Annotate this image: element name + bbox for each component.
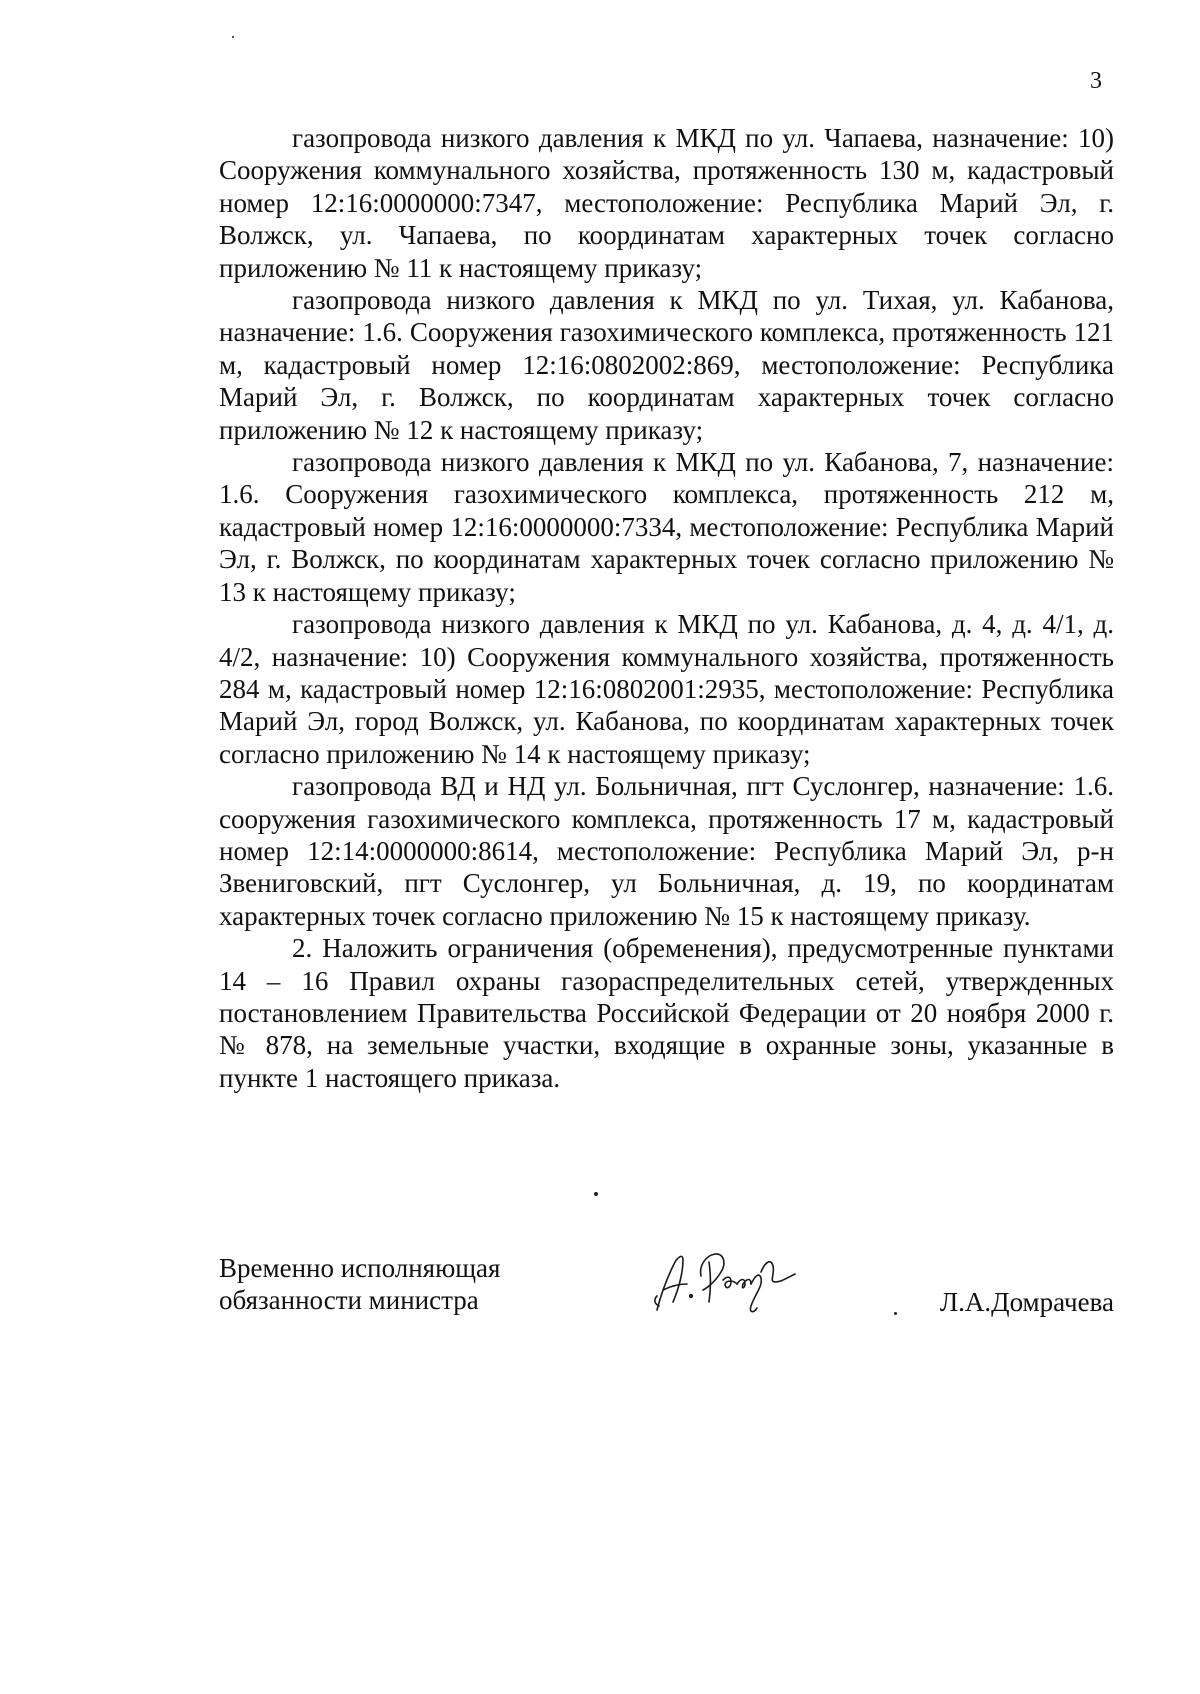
signature-block: [219, 1252, 1114, 1352]
signatory-name: Л.А.Домрачева: [939, 1287, 1114, 1317]
document-body: [219, 122, 1114, 1094]
signatory-title: [219, 1252, 500, 1316]
paragraph-gas-pipeline-bolnichnaya: газопровода ВД и НД ул. Больничная, пгт Суслонгер, назначение: 1.6. сооружения газохимического комплекса, протяженность 17 м, кадастровый номер 12:14:0000000:8614, местоположение: Республика Марий Эл, р-н Звениговский, пгт Суслонгер, ул Больничная, д. 19, по координатам характерных точек согласно приложению № 15 к настоящему приказу.: [219, 771, 1114, 931]
signatory-title-line-1: Временно исполняющая: [219, 1253, 501, 1283]
paragraph-restrictions-clause-2: 2. Наложить ограничения (обременения), предусмотренные пунктами 14 – 16 Правил охраны газораспределительных сетей, утвержденных постановлением Правительства Российской Федерации от 20 ноября 2000 г. № 878, на земельные участки, входящие в охранные зоны, указанные в пункте 1 настоящего приказа.: [219, 933, 1114, 1093]
scan-speck: [232, 36, 234, 38]
paragraph-gas-pipeline-chapaeva: газопровода низкого давления к МКД по ул. Чапаева, назначение: 10) Сооружения коммунального хозяйства, протяженность 130 м, кадастровый номер 12:16:0000000:7347, местоположение: Республика Марий Эл, г. Волжск, ул. Чапаева, по координатам характерных точек согласно приложению № 11 к настоящему приказу;: [219, 123, 1114, 283]
scan-speck: [894, 1312, 897, 1315]
handwritten-signature: [639, 1232, 819, 1322]
signatory-title-line-2: обязанности министра: [219, 1285, 479, 1315]
paragraph-gas-pipeline-tikhaya-kabanova: газопровода низкого давления к МКД по ул. Тихая, ул. Кабанова, назначение: 1.6. Сооружения газохимического комплекса, протяженность 121 м, кадастровый номер 12:16:0802002:869, местоположение: Республика Марий Эл, г. Волжск, по координатам характерных точек согласно приложению № 12 к настоящему приказу;: [219, 285, 1114, 445]
paragraph-gas-pipeline-kabanova-7: газопровода низкого давления к МКД по ул. Кабанова, 7, назначение: 1.6. Сооружения газохимического комплекса, протяженность 212 м, кадастровый номер 12:16:0000000:7334, местоположение: Республика Марий Эл, г. Волжск, по координатам характерных точек согласно приложению № 13 к настоящему приказу;: [219, 447, 1114, 607]
scan-speck: [594, 1192, 598, 1196]
page-number: 3: [1090, 68, 1102, 94]
paragraph-gas-pipeline-kabanova-4: газопровода низкого давления к МКД по ул. Кабанова, д. 4, д. 4/1, д. 4/2, назначение: 10) Сооружения коммунального хозяйства, протяженность 284 м, кадастровый номер 12:16:0802001:2935, местоположение: Республика Марий Эл, город Волжск, ул. Кабанова, по координатам характерных точек согласно приложению № 14 к настоящему приказу;: [219, 609, 1114, 769]
